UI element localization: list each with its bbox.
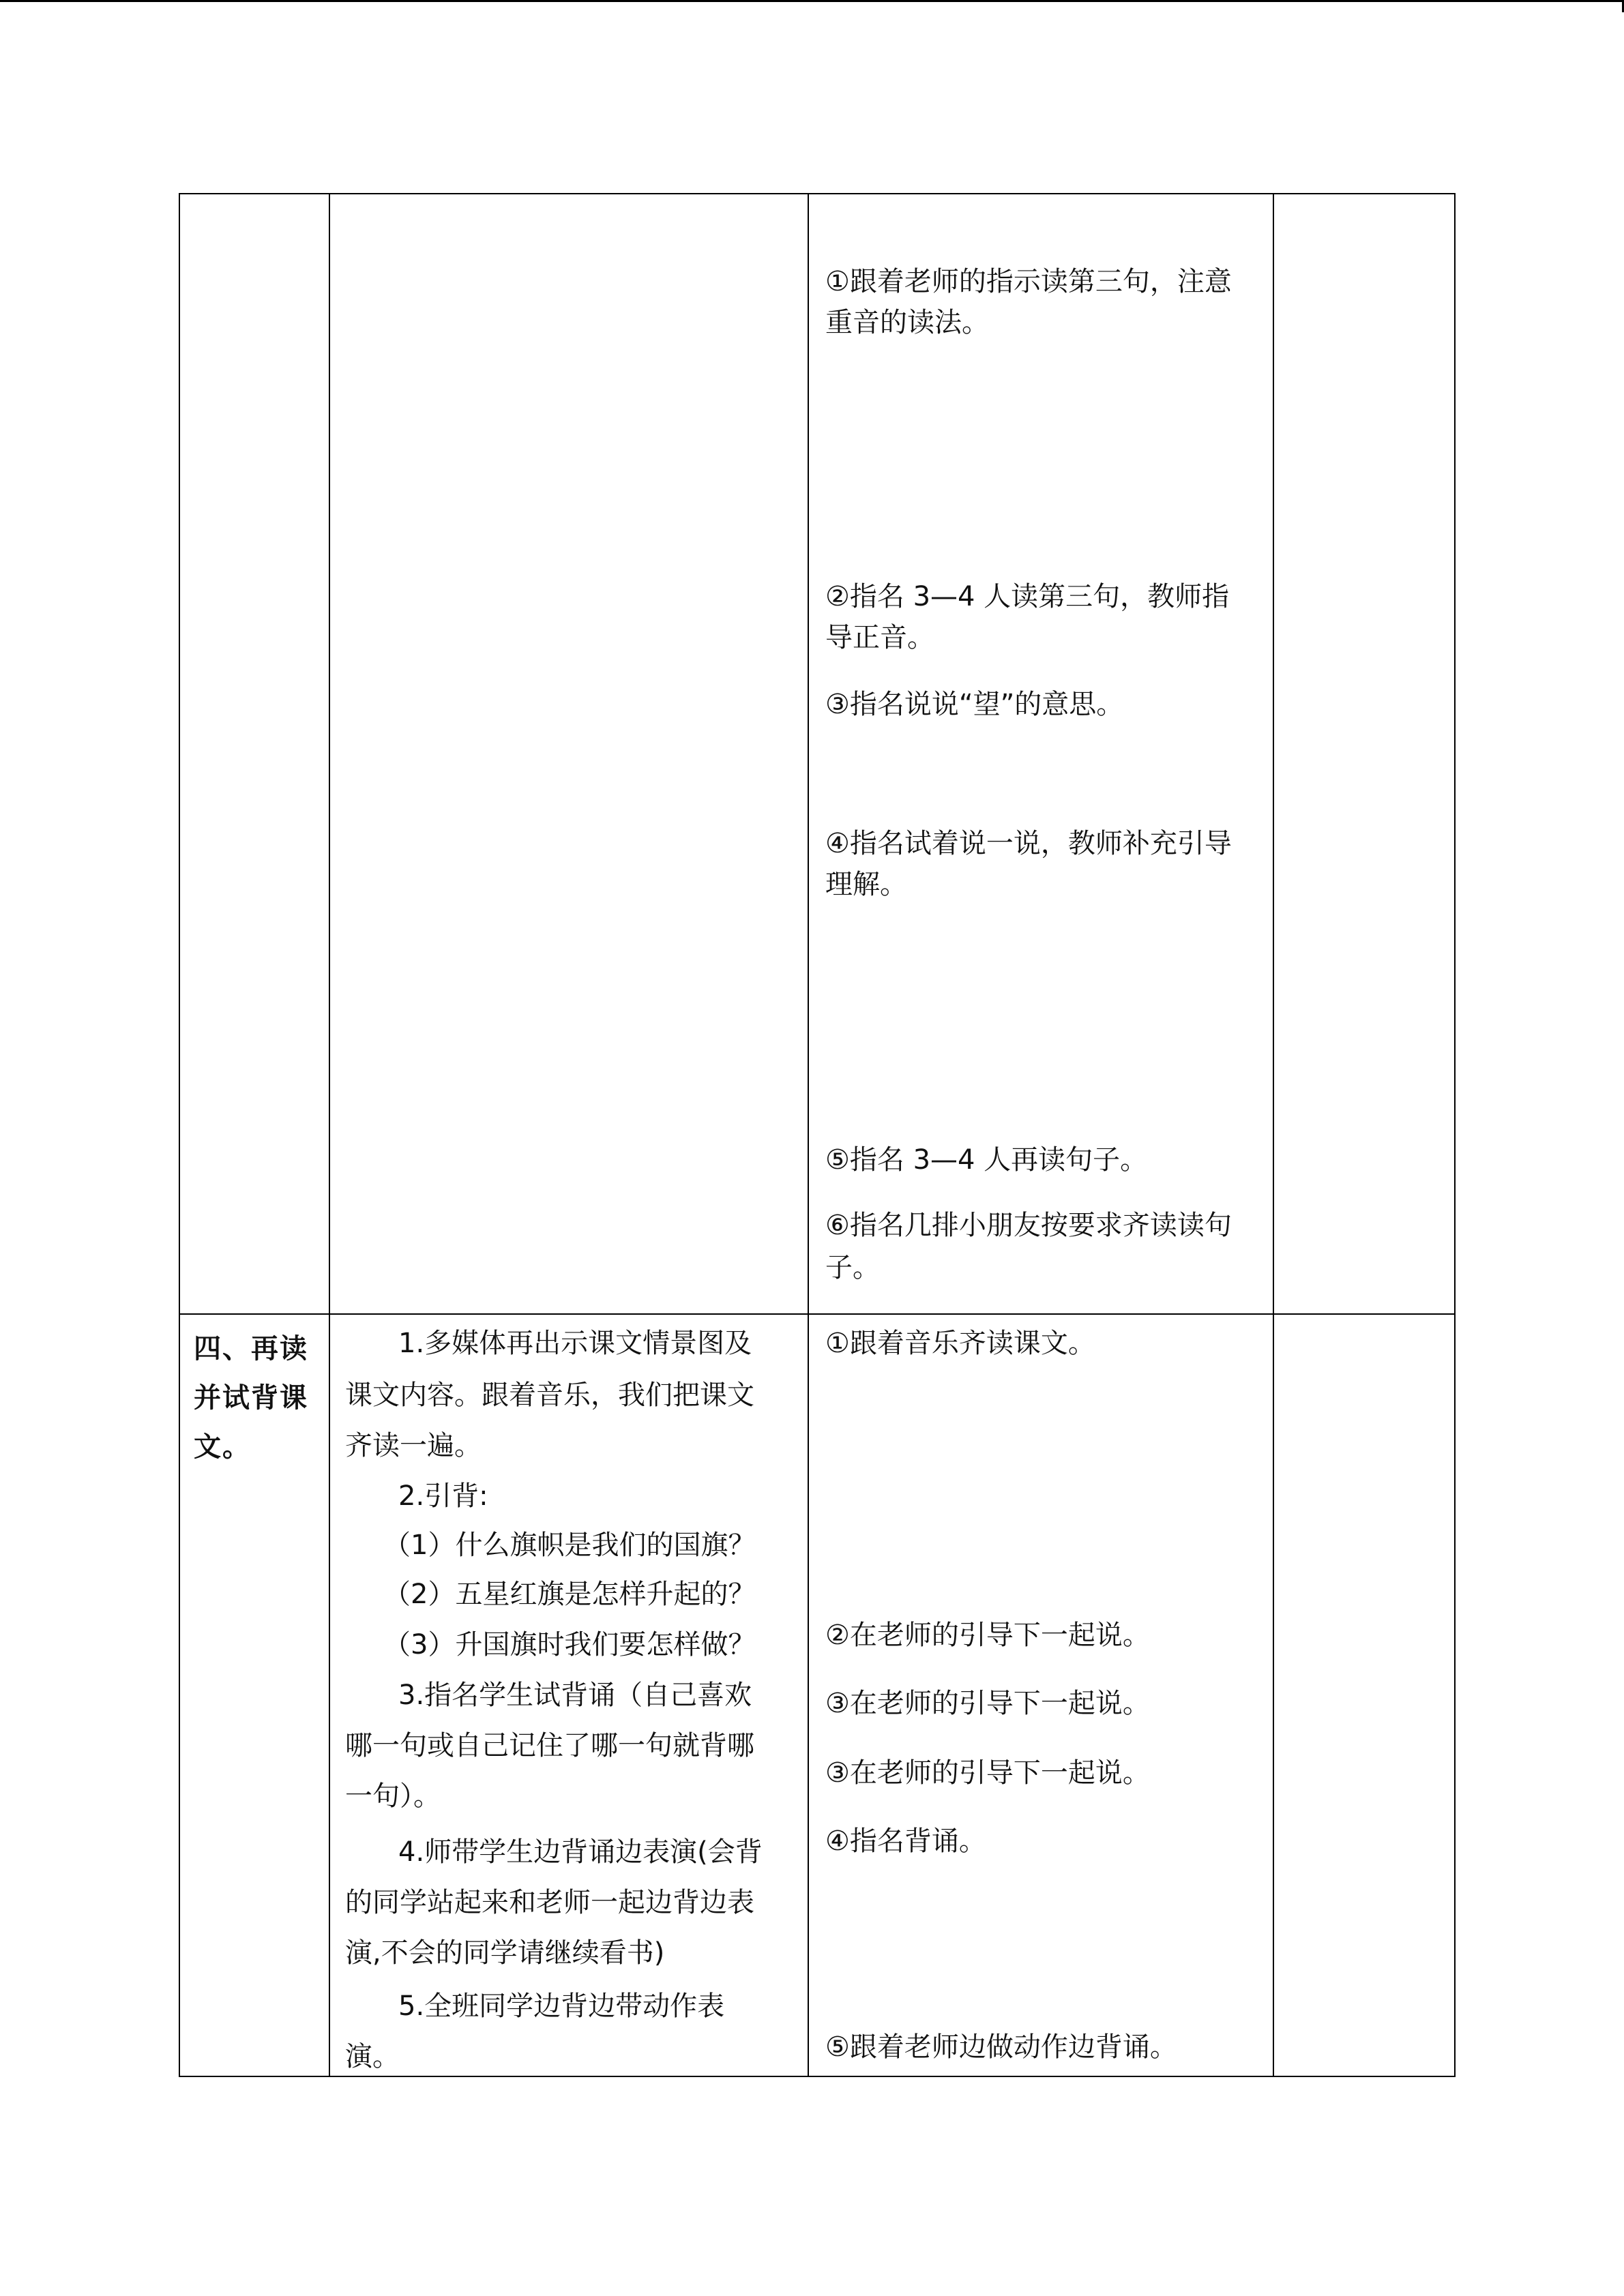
student-activity-cell bbox=[808, 1314, 1273, 2076]
student-line: 导正音。 bbox=[825, 622, 934, 653]
teacher-line: 一句）。 bbox=[345, 1780, 441, 1812]
teacher-line: 2.引背: bbox=[398, 1480, 488, 1512]
lesson-plan-table bbox=[179, 193, 1456, 2077]
student-line: 重音的读法。 bbox=[825, 307, 989, 338]
notes-cell bbox=[1273, 1314, 1455, 2076]
teacher-line: 演,不会的同学请继续看书) bbox=[345, 1937, 665, 1969]
stage-cell bbox=[179, 1314, 329, 2076]
student-line: ②在老师的引导下一起说。 bbox=[825, 1620, 1150, 1651]
teacher-line: 1.多媒体再出示课文情景图及 bbox=[398, 1328, 752, 1359]
student-activity-cell bbox=[808, 194, 1273, 1314]
teacher-line: （2）五星红旗是怎样升起的？ bbox=[383, 1579, 756, 1610]
teacher-line: 齐读一遍。 bbox=[345, 1430, 482, 1461]
student-line: ③在老师的引导下一起说。 bbox=[825, 1688, 1150, 1719]
teacher-line: 哪一句或自己记住了哪一句就背哪 bbox=[345, 1730, 754, 1761]
stage-cell bbox=[179, 194, 329, 1314]
teacher-line: 4.师带学生边背诵边表演(会背 bbox=[398, 1836, 763, 1868]
student-line: ⑥指名几排小朋友按要求齐读读句 bbox=[825, 1210, 1232, 1241]
notes-cell bbox=[1273, 194, 1455, 1314]
section-title: 四、再读并试背课文。 bbox=[194, 1333, 308, 1463]
teacher-line: 课文内容。跟着音乐，我们把课文 bbox=[345, 1380, 754, 1411]
teacher-line: （3）升国旗时我们要怎样做？ bbox=[383, 1629, 756, 1660]
teacher-line: 的同学站起来和老师一起边背边表 bbox=[345, 1887, 754, 1918]
table-row-section-four bbox=[179, 1314, 1455, 2076]
student-line: ①跟着音乐齐读课文。 bbox=[825, 1328, 1095, 1359]
teacher-activity-cell bbox=[329, 1314, 808, 2076]
page-top-edge bbox=[0, 0, 1624, 2]
teacher-line: （1）什么旗帜是我们的国旗？ bbox=[383, 1530, 756, 1561]
student-line: ③在老师的引导下一起说。 bbox=[825, 1757, 1150, 1789]
student-line: ⑤指名 3—4 人再读句子。 bbox=[825, 1144, 1148, 1176]
student-line: ③指名说说“望”的意思。 bbox=[825, 689, 1124, 720]
student-line: 理解。 bbox=[825, 869, 907, 900]
student-line: ②指名 3—4 人读第三句，教师指 bbox=[825, 581, 1230, 612]
student-line: 子。 bbox=[825, 1252, 880, 1283]
teacher-activity-cell bbox=[329, 194, 808, 1314]
student-line: ④指名试着说一说，教师补充引导 bbox=[825, 828, 1232, 859]
student-line: ④指名背诵。 bbox=[825, 1825, 986, 1857]
student-line: ⑤跟着老师边做动作边背诵。 bbox=[825, 2031, 1177, 2063]
teacher-line: 5.全班同学边背边带动作表 bbox=[398, 1991, 725, 2022]
teacher-line: 演。 bbox=[345, 2041, 400, 2072]
student-line: ①跟着老师的指示读第三句，注意 bbox=[825, 266, 1232, 297]
table-row-continuation bbox=[179, 194, 1455, 1314]
teacher-line: 3.指名学生试背诵（自己喜欢 bbox=[398, 1680, 752, 1711]
